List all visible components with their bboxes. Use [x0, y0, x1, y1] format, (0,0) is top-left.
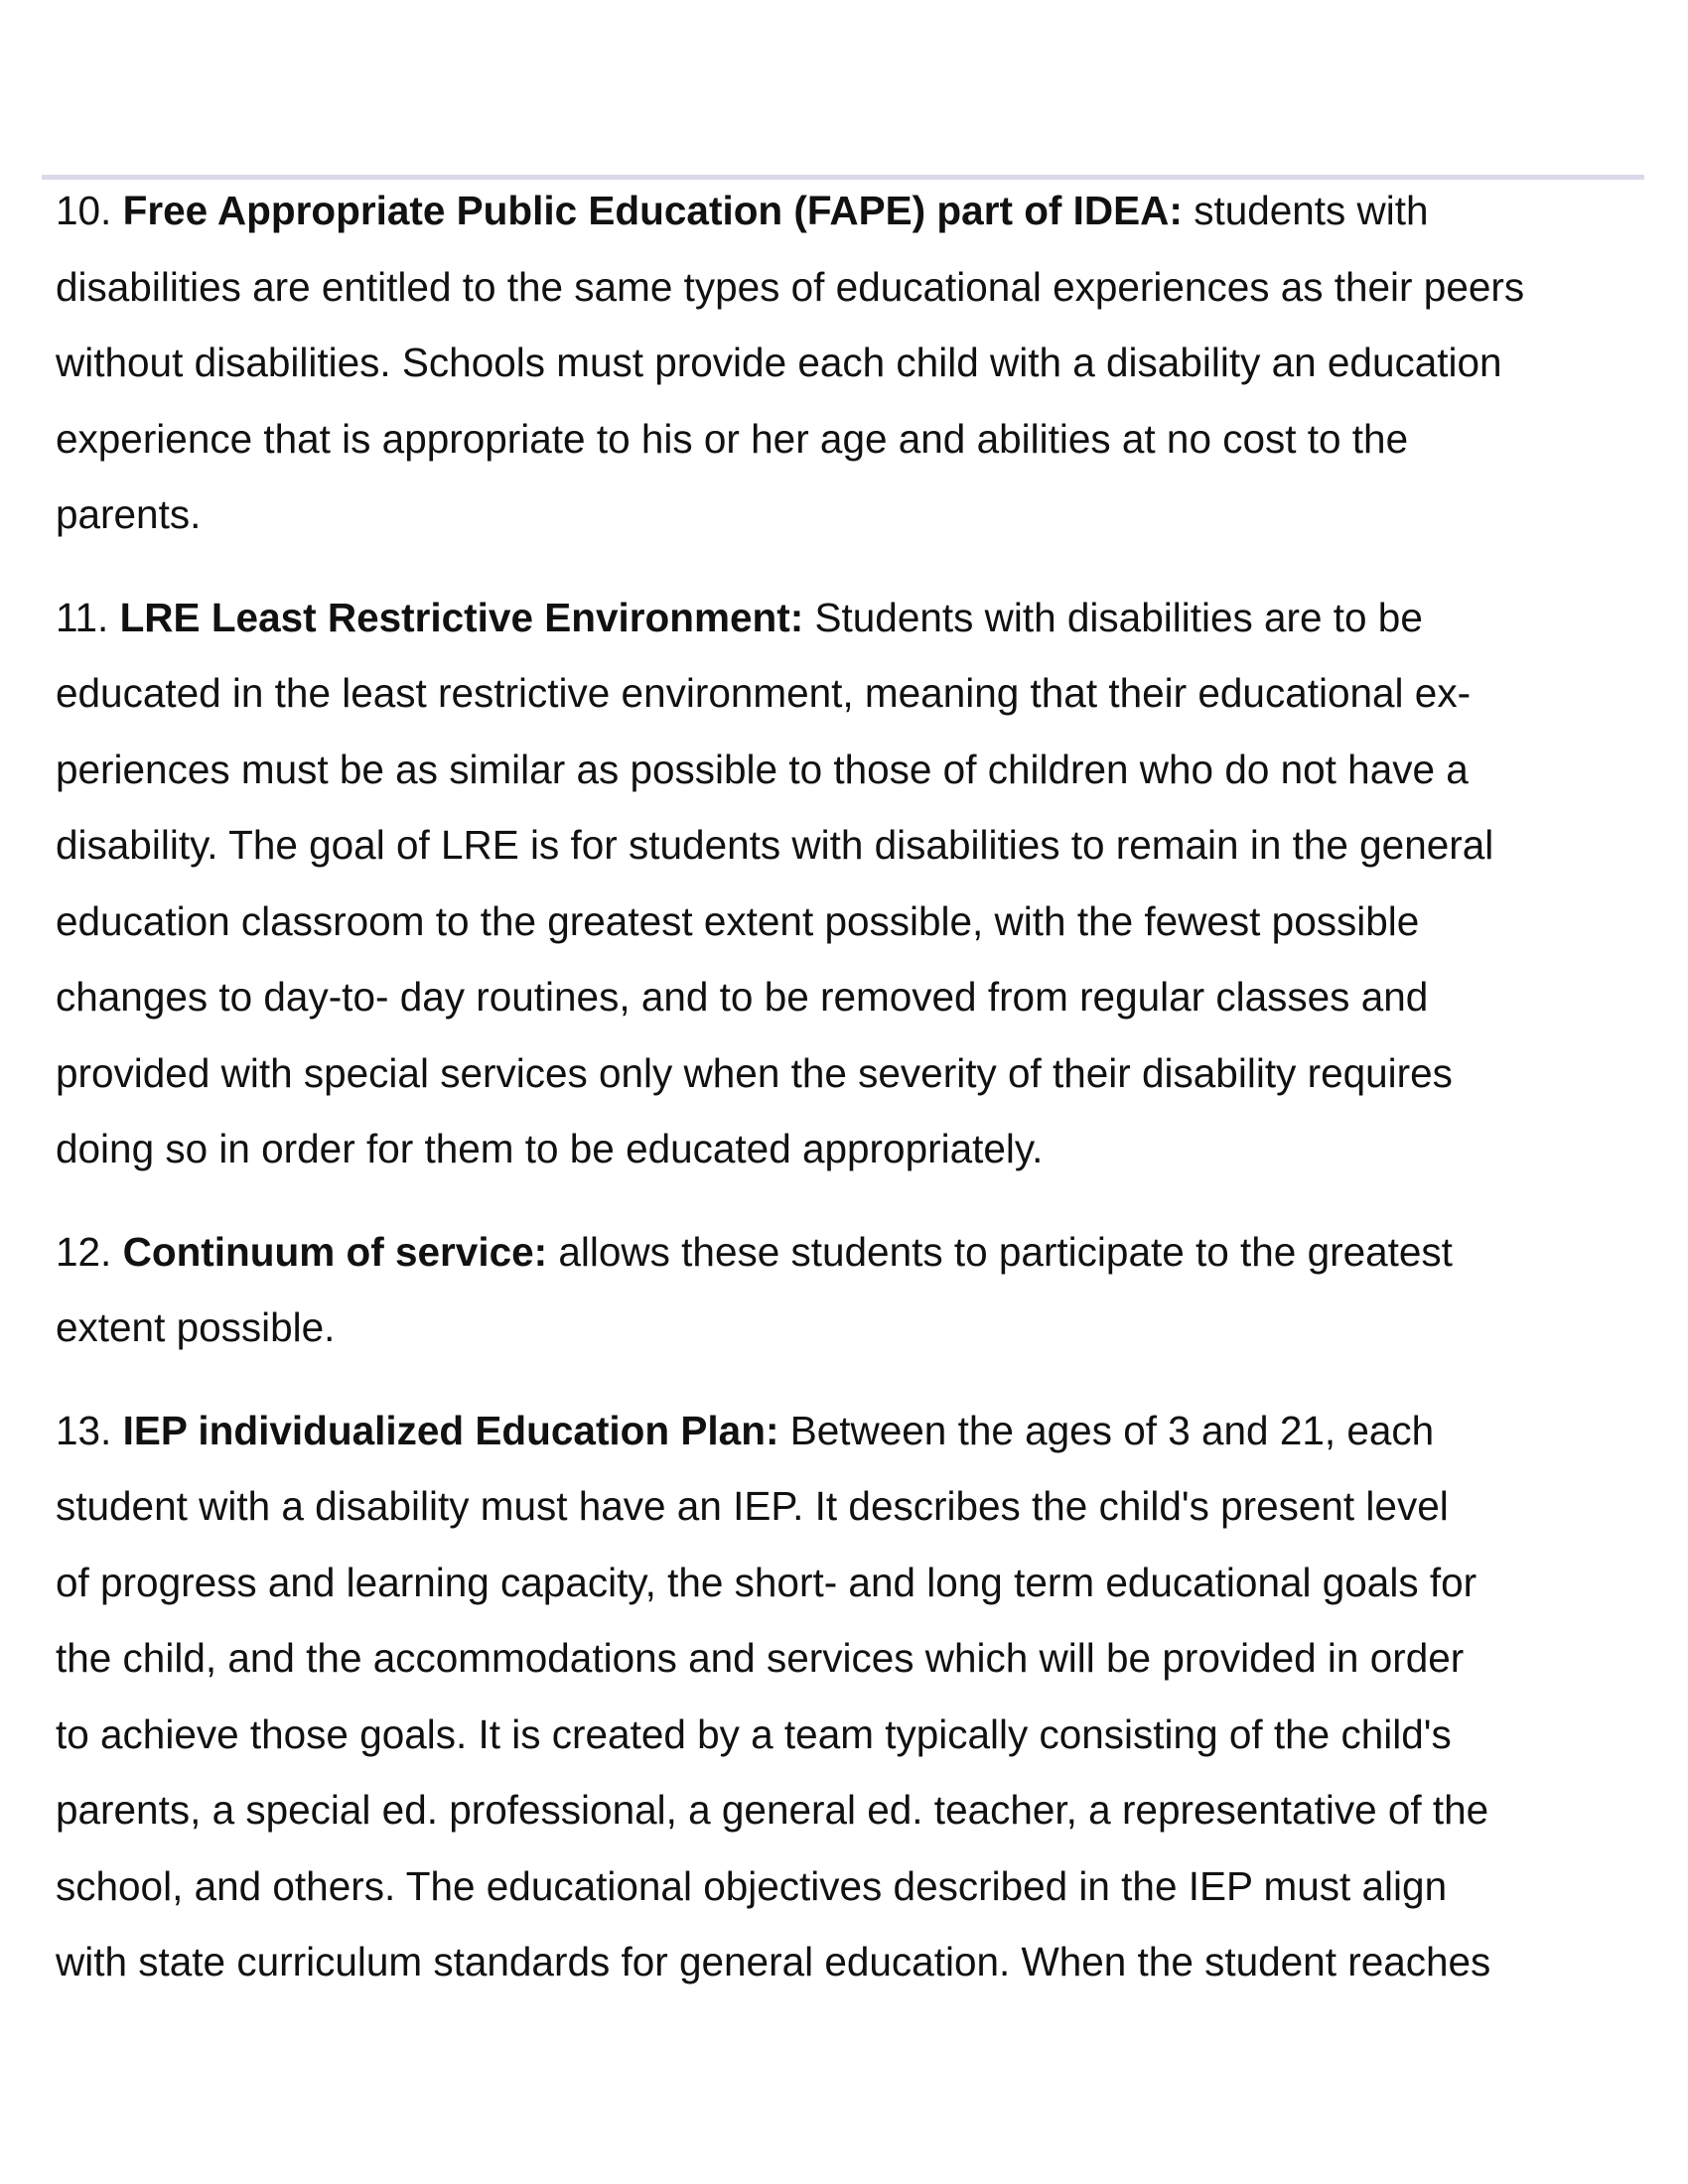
item-term: Free Appropriate Public Education (FAPE) part of IDEA: [122, 188, 1183, 233]
item-line: without disabilities. Schools must provide each child with a disability an education [56, 340, 1502, 385]
item-line: disability. The goal of LRE is for students with disabilities to remain in the general [56, 822, 1494, 868]
item-text: students with [1194, 188, 1429, 233]
item-line: extent possible. [56, 1304, 336, 1350]
item-term: IEP individualized Education Plan: [122, 1407, 779, 1453]
item-term: Continuum of service: [122, 1228, 548, 1275]
list-item-iep [56, 1393, 1644, 2000]
item-line: parents, a special ed. professional, a general ed. teacher, a representative of the [56, 1787, 1489, 1833]
item-first-line [56, 1214, 1644, 1291]
item-text: allows these students to participate to the greatest [558, 1228, 1453, 1275]
document-body [56, 173, 1644, 2027]
item-line: with state curriculum standards for general education. When the student reaches [56, 1939, 1491, 1984]
item-line: school, and others. The educational objectives described in the IEP must align [56, 1862, 1448, 1909]
item-text: Between the ages of 3 and 21, each [789, 1407, 1435, 1453]
item-line: disabilities are entitled to the same types of educational experiences as their peers [56, 263, 1525, 310]
item-line: the child, and the accommodations and services which will be provided in order [56, 1635, 1465, 1681]
item-number: 12. [56, 1228, 112, 1275]
item-first-line [56, 173, 1644, 249]
item-text: Students with disabilities are to be [814, 594, 1423, 640]
list-item-lre [56, 580, 1644, 1187]
item-number: 13. [56, 1407, 112, 1453]
item-term: LRE Least Restrictive Environment: [119, 594, 804, 640]
item-line: parents. [56, 491, 202, 537]
item-first-line [56, 580, 1644, 656]
item-first-line [56, 1393, 1644, 1469]
item-line: of progress and learning capacity, the short- and long term educational goals for [56, 1559, 1477, 1605]
item-line: student with a disability must have an IEP. It describes the child's present level [56, 1483, 1449, 1529]
item-line: doing so in order for them to be educated appropriately. [56, 1126, 1044, 1171]
item-line: changes to day-to- day routines, and to be removed from regular classes and [56, 974, 1429, 1020]
item-line: to achieve those goals. It is created by a team typically consisting of the child's [56, 1710, 1452, 1757]
item-line: provided with special services only when the severity of their disability requires [56, 1049, 1453, 1096]
item-number: 10. [56, 188, 112, 233]
item-line: education classroom to the greatest extent possible, with the fewest possible [56, 897, 1420, 944]
list-item-continuum [56, 1214, 1644, 1366]
item-line: educated in the least restrictive environment, meaning that their educational ex- [56, 670, 1472, 716]
item-number: 11. [56, 594, 109, 640]
item-line: periences must be as similar as possible to those of children who do not have a [56, 746, 1469, 792]
list-item-fape [56, 173, 1644, 553]
item-line: experience that is appropriate to his or her age and abilities at no cost to the [56, 415, 1409, 462]
